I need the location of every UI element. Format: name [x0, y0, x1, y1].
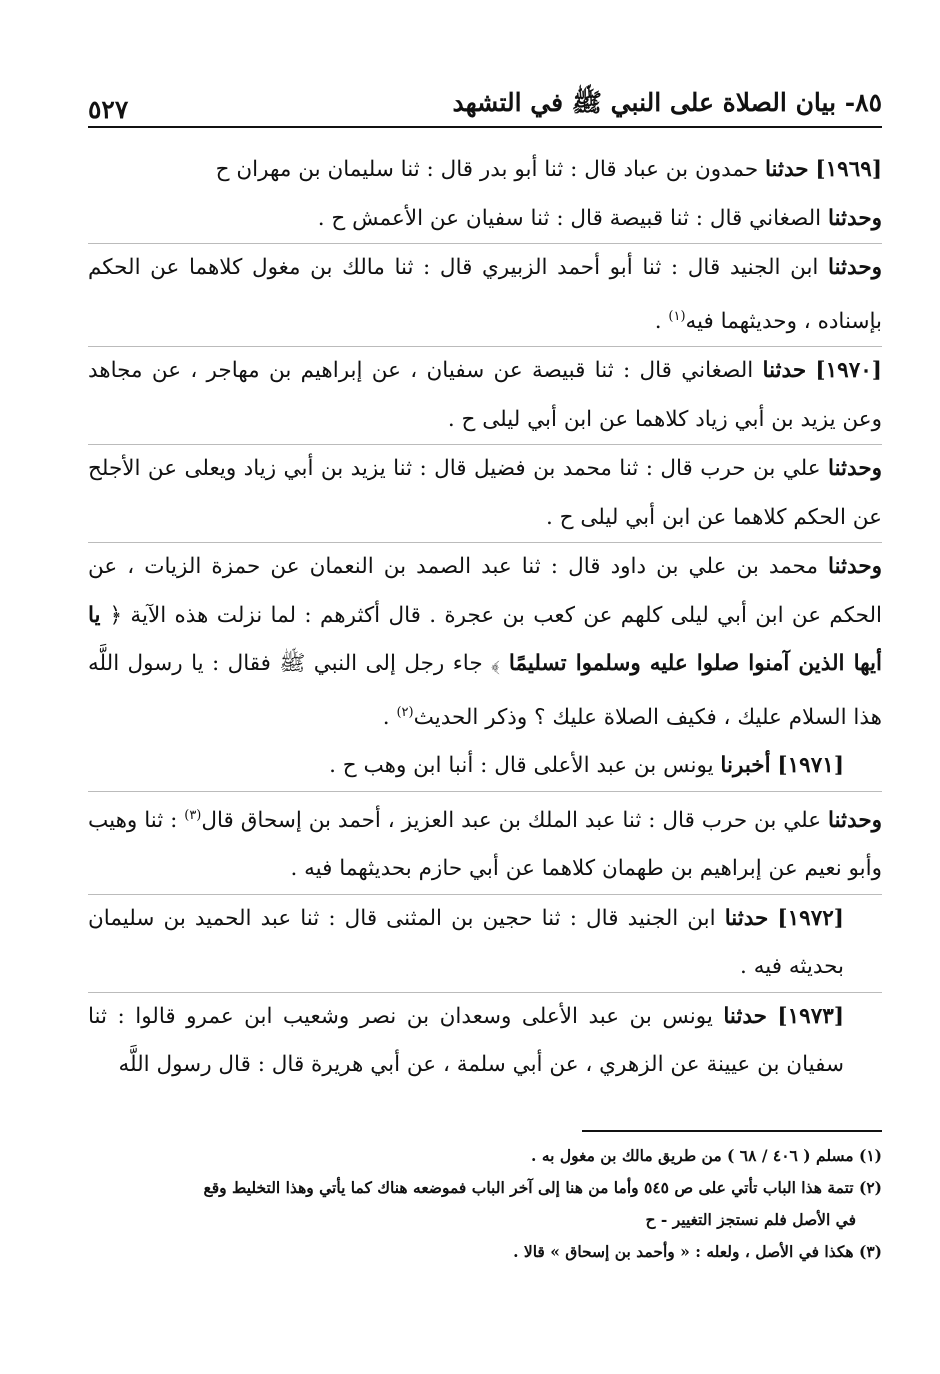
footnote-2-continued: في الأصل فلم نستجز التغيير - ح — [645, 1209, 856, 1229]
hadith-number: [١٩٧٠] — [815, 358, 882, 384]
narration-lead: وحدثنا — [828, 807, 882, 833]
narration-text: علي بن حرب قال : ثنا عبد الملك بن عبد العزيز ، أحمد بن إسحاق قال — [201, 807, 822, 833]
hadith-number: [١٩٦٩] — [815, 157, 882, 182]
narration-lead: حدثنا — [762, 358, 807, 384]
narration-lead: وحدثنا — [828, 205, 882, 231]
footnote-ref: (٣) — [184, 807, 202, 823]
hadith-1971 — [88, 742, 882, 791]
narration-chain — [88, 444, 882, 542]
narration-text: ابن الجنيد قال : ثنا حجين بن المثنى قال : ثنا عبد الحميد بن سليمان بحديثه فيه . — [88, 905, 844, 980]
narration-text: محمد بن علي بن داود قال : ثنا عبد الصمد بن النعمان عن حمزة الزيات ، عن الحكم عن ابن أبي ليلى كلهم عن كعب بن عجرة . قال أكثرهم : لما نزلت هذه الآية ﴿ — [88, 554, 882, 628]
narration-text: : ثنا وهيب وأبو نعيم عن إبراهيم بن طهمان كلاهما عن أبي حازم بحديثهما فيه . — [88, 807, 882, 882]
narration-chain — [88, 542, 882, 742]
hadith-1972 — [88, 894, 882, 992]
footnote-2: (٢) تتمة هذا الباب تأتي على ص ٥٤٥ وأما من هنا إلى آخر الباب فموضعه هناك كما يأتي وهذا التخليط وقع — [203, 1177, 882, 1197]
main-text — [88, 146, 882, 1090]
narration-lead: حدثنا — [724, 905, 769, 931]
narration-lead: وحدثنا — [828, 456, 882, 482]
narration-tail: . — [382, 704, 397, 730]
chapter-title: ٨٥- بيان الصلاة على النبي ﷺ في التشهد — [452, 88, 882, 117]
footnote-divider — [582, 1130, 882, 1132]
hadith-number: [١٩٧٣] — [777, 1003, 844, 1029]
footnotes — [88, 1140, 882, 1268]
hadith-number: [١٩٧٢] — [777, 905, 844, 931]
running-header — [88, 78, 882, 128]
hadith-number: [١٩٧١] — [777, 753, 844, 779]
narration-chain — [88, 195, 882, 244]
hadith-1970 — [88, 346, 882, 444]
narration-text: يونس بن عبد الأعلى وسعدان بن نصر وشعيب ابن عمرو قالوا : ثنا سفيان بن عيينة عن الزهري ، عن أبي سلمة ، عن أبي هريرة قال : قال رسول اللَّه — [88, 1003, 844, 1078]
narration-lead: حدثنا — [723, 1003, 767, 1029]
narration-text: ﴾ جاء رجل إلى النبي ﷺ فقال : يا رسول اللَّه هذا السلام عليك ، فكيف الصلاة عليك ؟ وذكر الحديث — [88, 651, 882, 730]
narration-lead: حدثنا — [764, 157, 809, 182]
narration-text: يونس بن عبد الأعلى قال : أنبا ابن وهب ح . — [329, 753, 714, 779]
footnote-ref: (٢) — [396, 704, 414, 720]
narration-text: الصغاني قال : ثنا قبيصة قال : ثنا سفيان عن الأعمش ح . — [317, 205, 822, 231]
footnote-3: (٣) هكذا في الأصل ، ولعله : « وأحمد بن إسحاق » قالا . — [513, 1241, 882, 1261]
page-number: ٥٢٧ — [88, 95, 129, 124]
narration-chain — [88, 243, 882, 346]
narration-tail: . — [654, 308, 669, 334]
footnote-1: (١) مسلم ( ٤٠٦ / ٦٨ ) من طريق مالك بن مغول به . — [531, 1145, 882, 1165]
narration-text: علي بن حرب قال : ثنا محمد بن فضيل قال : ثنا يزيد بن أبي زياد ويعلى عن الأجلح عن الحكم كلاهما عن ابن أبي ليلى ح . — [88, 456, 882, 530]
narration-text: الصغاني قال : ثنا قبيصة عن سفيان ، عن إبراهيم بن مهاجر ، عن مجاهد وعن يزيد بن أبي زياد كلاهما عن ابن أبي ليلى ح . — [88, 358, 882, 432]
narration-lead: أخبرنا — [720, 753, 771, 779]
quran-verse: يا أيها الذين آمنوا صلوا عليه وسلموا تسليمًا — [88, 602, 882, 677]
narration-chain — [88, 791, 882, 894]
narration-lead: وحدثنا — [828, 255, 882, 280]
narration-text: حمدون بن عباد قال : ثنا أبو بدر قال : ثنا سليمان بن مهران ح — [215, 157, 759, 182]
hadith-1969 — [88, 146, 882, 195]
narration-lead: وحدثنا — [828, 554, 882, 580]
footnote-ref: (١) — [668, 308, 686, 324]
hadith-1973 — [88, 992, 882, 1090]
narration-text: ابن الجنيد قال : ثنا أبو أحمد الزبيري قال : ثنا مالك بن مغول كلاهما عن الحكم بإسناده ، وحديثهما فيه — [88, 255, 882, 334]
